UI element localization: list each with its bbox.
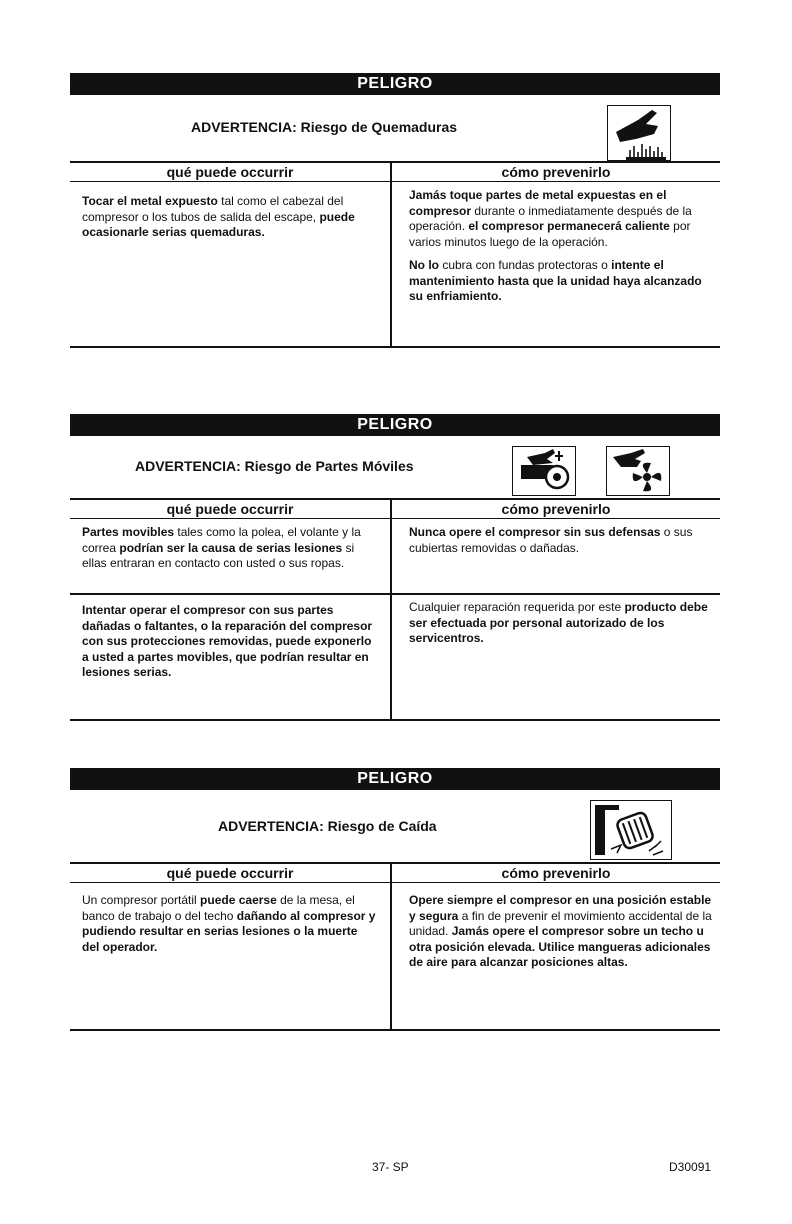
text-run: durante o inmediatamente después de la operación.	[409, 203, 692, 233]
section-moving-parts-hazard	[70, 414, 720, 719]
document-code: D30091	[669, 1160, 712, 1174]
section-burn-hazard	[70, 73, 720, 346]
risk-cell	[82, 194, 377, 249]
section-fall-hazard	[70, 768, 720, 1029]
text-run: producto debe ser efectuada por personal autorizado de los servicentros.	[409, 600, 708, 645]
col-right-header: cómo prevenirlo	[501, 865, 611, 881]
warning-title: ADVERTENCIA: Riesgo de Caída	[218, 818, 437, 834]
prevention-cell	[409, 188, 715, 313]
risk-cell	[82, 893, 377, 963]
col-left-header: qué puede occurrir	[166, 865, 294, 881]
text-run: puede caerse	[200, 893, 277, 907]
table-row	[70, 883, 720, 1029]
text-run: Jamás toque partes de metal expuestas en el compresor	[409, 188, 667, 218]
fan-blade-hand-icon	[606, 446, 670, 496]
col-left-header: qué puede occurrir	[166, 501, 294, 517]
belt-pulley-hand-icon	[512, 446, 576, 496]
text-run: intente el mantenimiento hasta que la unidad haya alcanzado su enfriamiento.	[409, 258, 702, 303]
danger-banner: PELIGRO	[70, 73, 720, 95]
text-run: el compresor permanecerá caliente	[468, 219, 670, 233]
risk-cell	[82, 603, 377, 689]
text-run: Tocar el metal expuesto	[82, 194, 218, 208]
table-row	[70, 593, 720, 719]
text-run: Opere siempre el compresor en una posición estable y segura	[409, 893, 712, 923]
page-number: 37- SP	[372, 1160, 409, 1174]
text-run: puede ocasionarle serias quemaduras.	[82, 209, 355, 239]
text-run: cubra con fundas protectoras o	[439, 258, 612, 272]
col-right-header: cómo prevenirlo	[501, 164, 611, 180]
warning-row	[70, 436, 720, 498]
falling-compressor-icon	[590, 800, 672, 860]
text-run: Un compresor portátil	[82, 893, 201, 907]
hot-surface-hand-icon	[607, 105, 671, 161]
danger-banner: PELIGRO	[70, 768, 720, 790]
column-header	[70, 862, 720, 883]
risk-cell	[82, 525, 377, 580]
text-run: No lo	[409, 258, 439, 272]
text-run: Jamás opere el compresor sobre un techo u otra posición elevada. Utilice mangueras adicionales de aire para alcanzar posiciones altas.	[409, 924, 711, 969]
prevention-cell	[409, 600, 715, 655]
text-run: tal como el cabezal del compresor o los tubos de salida del escape,	[82, 194, 344, 224]
text-run: de la mesa, el banco de trabajo o del techo	[82, 893, 355, 923]
warning-title: ADVERTENCIA: Riesgo de Partes Móviles	[135, 458, 414, 474]
text-run: dañando al compresor y pudiendo resultar en serias lesiones o la muerte del operador.	[82, 908, 376, 954]
column-header	[70, 498, 720, 519]
col-right-header: cómo prevenirlo	[501, 501, 611, 517]
warning-row	[70, 790, 720, 862]
danger-banner: PELIGRO	[70, 414, 720, 436]
text-run: Nunca opere el compresor sin sus defensas	[409, 525, 661, 539]
column-header	[70, 161, 720, 182]
text-run: si ellas entraran en contacto con usted o sus ropas.	[82, 540, 355, 570]
prevention-cell	[409, 893, 715, 979]
col-left-header: qué puede occurrir	[166, 164, 294, 180]
text-run: tales como la polea, el volante y la correa	[82, 525, 361, 555]
text-run: por varios minutos luego de la operación.	[409, 219, 691, 249]
text-run: Cualquier reparación requerida por este	[409, 600, 625, 614]
table-row	[70, 519, 720, 593]
table-row	[70, 182, 720, 346]
text-run: Partes movibles	[82, 525, 175, 539]
warning-title: ADVERTENCIA: Riesgo de Quemaduras	[191, 119, 458, 135]
text-run: Intentar operar el compresor con sus partes dañadas o faltantes, o la reparación del compresor con sus protecciones removidas, puede exponerlo a usted a partes movibles, que podrían resultar en lesiones serias.	[82, 603, 373, 679]
text-run: podrían ser la causa de serias lesiones	[119, 540, 343, 555]
prevention-cell	[409, 525, 715, 564]
text-run: a fin de prevenir el movimiento accidental de la unidad.	[409, 908, 712, 938]
warning-row	[70, 95, 720, 161]
text-run: o sus cubiertas removidas o dañadas.	[409, 525, 693, 555]
